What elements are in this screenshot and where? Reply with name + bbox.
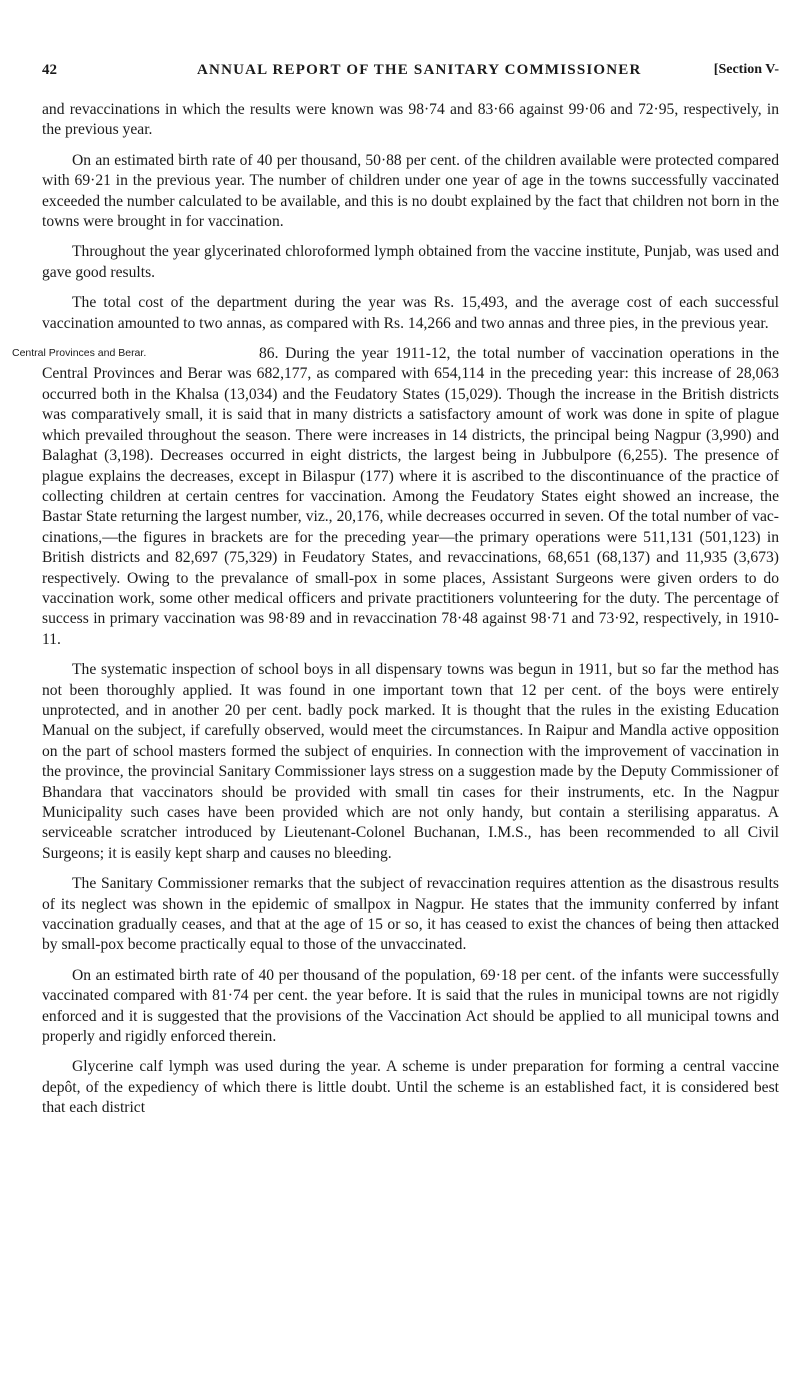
paragraph-lymph: Throughout the year glycerinated chloroformed lymph obtained from the vaccine institute, Punjab, was used and gave good results. (42, 243, 779, 281)
running-title: ANNUAL REPORT OF THE SANITARY COMMISSIONER (197, 62, 642, 78)
report-page (12, 0, 779, 1377)
paragraph-cost: The total cost of the department during the year was Rs. 15,493, and the average cost of each successful vaccination amounted to two annas, as compared with Rs. 14,266 and two annas and three pies, in the previous year. (42, 294, 779, 332)
section-label: [Section V- (713, 62, 779, 77)
marginal-note: Central Provinces and Berar. (12, 347, 147, 360)
paragraph-continued: and revaccinations in which the results were known was 98·74 and 83·66 against 99·06 and 72·95, respectively, in the previous year. (42, 101, 779, 139)
page-number: 42 (42, 62, 57, 78)
paragraph-birth-rate: On an estimated birth rate of 40 per thousand, 50·88 per cent. of the children available were protected compared with 69·21 in the previous year. The number of children under one year of age in the towns successfully vaccinated exceeded the number calculated to be available, and this is no doubt explained by the fact that children not born in the towns were brought in for vaccination. (42, 151, 779, 231)
page-header (42, 60, 779, 84)
body-text (12, 100, 779, 1129)
paragraph-calf-lymph: Glycerine calf lymph was used during the year. A scheme is under preparation for forming a central vaccine depôt, of the expediency of which there is little doubt. Until the scheme is an established fact, it is considered best that each district (42, 1058, 779, 1117)
paragraph-infant-rate: On an estimated birth rate of 40 per thousand of the population, 69·18 per cent. of the infants were successfully vaccinated compared with 81·74 per cent. the year before. It is said that the rules in municipal towns are not rigidly enforced and it is suggested that the provisions of the Vaccination Act should be applied to all municipal towns and properly and rigidly enforced therein. (42, 966, 779, 1046)
paragraph-school-inspection: The systematic inspection of school boys in all dispensary towns was begun in 1911, but so far the method has not been thoroughly applied. It was found in one important town that 12 per cent. of the boys were entirely unprotected, and in another 20 per cent. badly pock marked. It is thought that the rules in the existing Education Manual on the subject, if carefully observed, would meet the circumstances. In Raipur and Mandla active opposition on the part of school masters formed the subject of enquiries. In connection with the improvement of vaccination in the province, the provincial Sanitary Commissioner lays stress on a suggestion made by the Deputy Commissioner of Bhandara that vaccinators should be provided with small tin cases for their instruments, etc. In the Nagpur Municipality such cases have been provided which are not only handy, but contain a sterilising apparatus. A serviceable scratcher introduced by Lieutenant-Colonel Buchanan, I.M.S., has been recommended to all Civil Surgeons; it is easily kept sharp and causes no bleeding. (42, 661, 779, 862)
paragraph-86 (12, 344, 779, 650)
paragraph-86-text: 86. During the year 1911-12, the total number of vaccination operations in the Central Provinces and Berar was 682,177, as compared with 654,114 in the preceding year: this increase of 28,063 occurred both in the Khalsa (13,034) and the Feudatory States (15,029). Though the increase in the British districts was comparatively small, it is said that in many districts a satisfactory amount of work was done in spite of plague which prevailed throughout the season. There were increases in 14 districts, the principal being Nagpur (3,990) and Balaghat (3,198). Decreases occurred in eight districts, the largest being in Jubbulpore (6,255). The presence of plague explains the decreases, except in Bilaspur (177) where it is ascribed to the discontinuance of the practice of collecting children at certain centres for vaccination. Among the Feudatory States eight showed an increase, the Bastar State returning the largest number, viz., 20,176, while decreases occurred in seven. Of the total number of vaccinations,—the figures in brackets are for the preceding year—the primary operations were 511,131 (501,123) in British districts and 82,697 (75,329) in Feudatory States, and revaccinations, 68,651 (68,137) and 11,935 (3,673) respectively. Owing to the prevalance of small-pox in some places, Assistant Surgeons were given orders to do vaccination work, some other medical officers and private practitioners volunteering for the duty. The percentage of success in primary vaccination was 98·89 and in revaccination 78·48 against 98·71 and 73·92, respectively, in 1910-11. (42, 345, 779, 648)
paragraph-revaccination: The Sanitary Commissioner remarks that the subject of revaccination requires attention as the disastrous results of its neglect was shown in the epidemic of smallpox in Nagpur. He states that the immunity conferred by infant vaccination gradually ceases, and that at the age of 15 or so, it has ceased to exist the chances of being then attacked by small-pox become practically equal to those of the unvaccinated. (42, 875, 779, 954)
